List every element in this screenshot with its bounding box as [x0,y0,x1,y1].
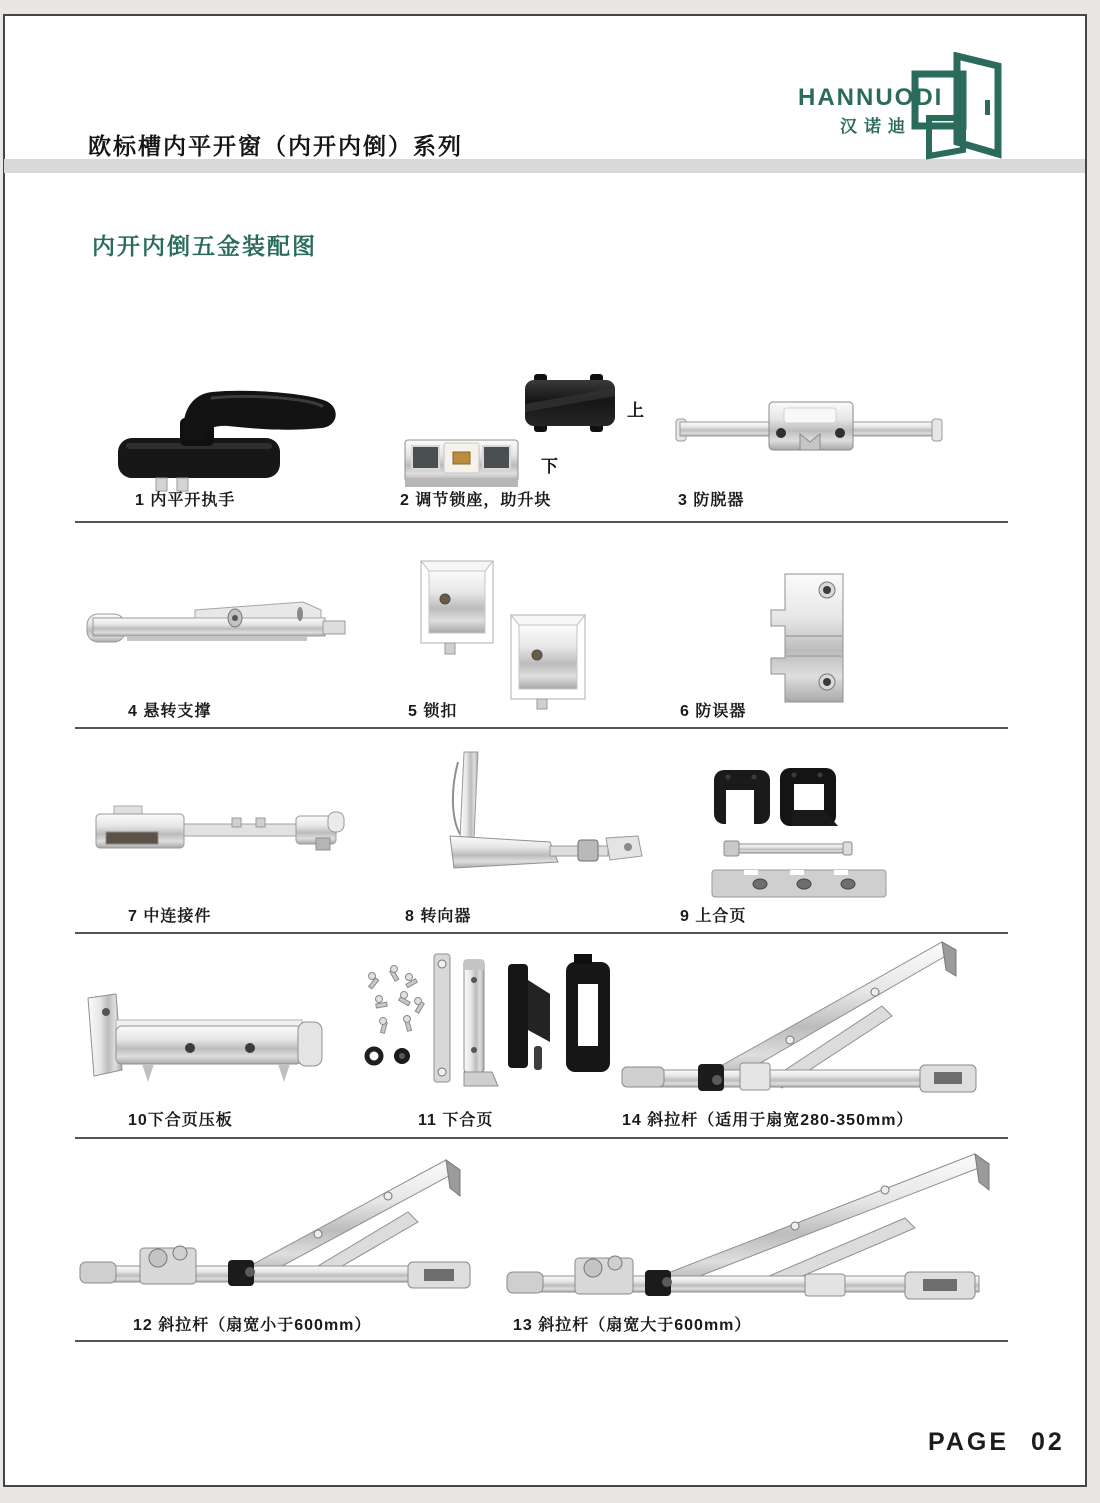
part-label-14: 14 斜拉杆（适用于扇宽280-350mm） [622,1112,914,1129]
annotation-top: 上 [627,401,644,420]
annotation-bottom: 下 [541,457,558,476]
product-image-4-pivot-support [85,590,350,662]
product-image-6-mishandling-device [755,570,855,710]
part-label-2: 2 调节锁座，助升块 [400,492,552,509]
product-image-2-lock-base [403,434,521,490]
part-label-3: 3 防脱器 [678,492,745,509]
product-image-7-middle-connector [92,798,347,860]
brand-name-cn: 汉诺迪 [840,117,912,136]
part-label-1: 1 内平开执手 [135,492,236,509]
product-image-10-hinge-plate [82,992,327,1084]
product-image-11-bottom-hinge [352,950,622,1090]
brand-name: HANNUODI [798,84,944,111]
product-image-3-anti-drop [672,392,947,460]
row-divider-2 [75,727,1008,729]
brand-logo [790,48,1020,168]
part-label-8: 8 转向器 [405,908,472,925]
product-image-1-handle [100,378,340,493]
product-image-2-lift-block [520,372,620,434]
part-label-6: 6 防误器 [680,703,747,720]
product-image-14-stay-arm [620,940,990,1108]
page-title: 欧标槽内平开窗（内开内倒）系列 [88,133,463,159]
row-divider-3 [75,932,1008,934]
part-label-13: 13 斜拉杆（扇宽大于600mm） [513,1317,752,1334]
product-image-12-stay-arm [78,1150,478,1308]
part-label-10: 10下合页压板 [128,1112,233,1129]
row-divider-4 [75,1137,1008,1139]
part-label-11: 11 下合页 [418,1112,494,1129]
part-label-12: 12 斜拉杆（扇宽小于600mm） [133,1317,372,1334]
product-image-13-stay-arm [505,1148,995,1312]
row-divider-5 [75,1340,1008,1342]
part-label-9: 9 上合页 [680,908,747,925]
logo-window-icon [905,52,1005,160]
row-divider-1 [75,521,1008,523]
page-number: PAGE 02 [928,1428,1065,1456]
section-title: 内开内倒五金装配图 [92,233,317,259]
part-label-4: 4 悬转支撑 [128,703,212,720]
product-image-8-corner-drive [428,750,648,880]
part-label-7: 7 中连接件 [128,908,212,925]
product-image-9-top-hinge [708,762,893,902]
part-label-5: 5 锁扣 [408,703,458,720]
product-image-5-lock-keeper [415,555,600,710]
